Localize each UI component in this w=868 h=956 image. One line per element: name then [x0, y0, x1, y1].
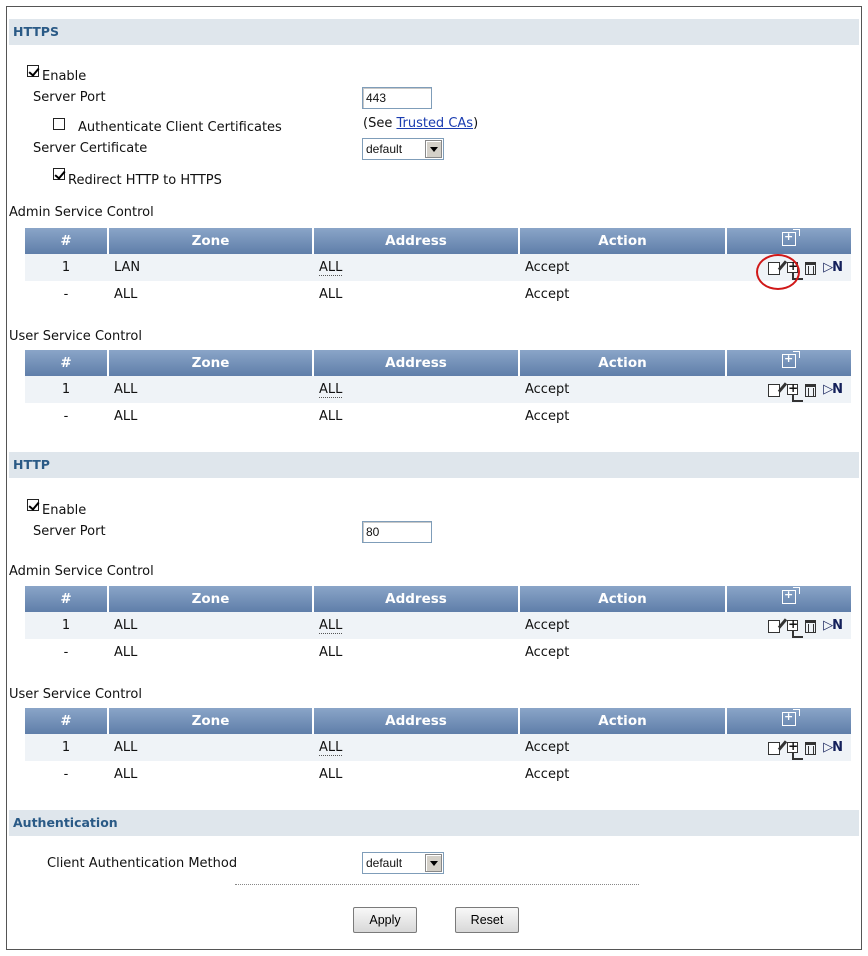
- http-admin-service-control-title: Admin Service Control: [9, 564, 154, 579]
- table-row: 1 ALL ALL Accept + ▷N: [25, 612, 851, 639]
- authenticate-client-certificates-label: Authenticate Client Certificates: [78, 120, 282, 135]
- client-authentication-method-select[interactable]: default: [362, 852, 444, 874]
- https-user-service-control-table: [25, 350, 851, 430]
- add-rule-header-button[interactable]: [726, 228, 851, 254]
- col-num-header: #: [25, 350, 108, 376]
- table-row: 1 ALL ALL Accept + ▷N: [25, 734, 851, 761]
- add-icon[interactable]: [782, 354, 796, 368]
- add-rule-header-button[interactable]: [726, 708, 851, 734]
- https-admin-service-control-table: [25, 228, 851, 308]
- https-section-header: HTTPS: [9, 19, 859, 45]
- http-enable-label: Enable: [42, 503, 87, 518]
- col-zone-header: Zone: [108, 228, 313, 254]
- col-action-header: Action: [519, 350, 726, 376]
- col-address-header: Address: [313, 586, 519, 612]
- col-address-header: Address: [313, 228, 519, 254]
- https-enable-checkbox[interactable]: [27, 65, 39, 77]
- edit-icon[interactable]: [768, 620, 780, 633]
- add-icon[interactable]: [787, 384, 798, 395]
- add-rule-header-button[interactable]: [726, 586, 851, 612]
- see-trusted-cas-text: (See Trusted CAs): [363, 116, 479, 131]
- client-authentication-method-label: Client Authentication Method: [47, 856, 238, 871]
- config-panel: [6, 6, 862, 950]
- edit-icon[interactable]: [768, 742, 780, 755]
- server-certificate-label: Server Certificate: [33, 141, 148, 156]
- move-icon[interactable]: ▷N: [823, 260, 842, 275]
- https-enable-label: Enable: [42, 69, 87, 84]
- http-server-port-label: Server Port: [33, 524, 106, 539]
- http-section-header: HTTP: [9, 452, 859, 478]
- http-admin-service-control-table: [25, 586, 851, 666]
- address-link[interactable]: ALL: [319, 260, 343, 275]
- divider: [235, 884, 639, 885]
- chevron-down-icon: [425, 140, 442, 158]
- add-rule-header-button[interactable]: [726, 350, 851, 376]
- col-action-header: Action: [519, 586, 726, 612]
- delete-icon[interactable]: [805, 262, 816, 275]
- http-enable-checkbox[interactable]: [27, 499, 39, 511]
- redirect-http-to-https-checkbox[interactable]: [53, 168, 65, 180]
- apply-button[interactable]: Apply: [353, 907, 417, 933]
- table-row: 1 LAN ALL Accept + ▷N: [25, 254, 851, 281]
- col-zone-header: Zone: [108, 708, 313, 734]
- col-zone-header: Zone: [108, 586, 313, 612]
- address-link[interactable]: ALL: [319, 740, 343, 755]
- col-action-header: Action: [519, 708, 726, 734]
- redirect-http-to-https-label: Redirect HTTP to HTTPS: [68, 173, 222, 188]
- move-icon[interactable]: ▷N: [823, 618, 842, 633]
- https-admin-service-control-title: Admin Service Control: [9, 205, 154, 220]
- https-user-service-control-title: User Service Control: [9, 329, 142, 344]
- chevron-down-icon: [425, 854, 442, 872]
- table-row: 1 ALL ALL Accept + ▷N: [25, 376, 851, 403]
- table-row: - ALL ALL Accept: [63, 287, 570, 302]
- move-icon[interactable]: ▷N: [823, 382, 842, 397]
- trusted-cas-link[interactable]: Trusted CAs: [396, 116, 474, 131]
- address-link[interactable]: ALL: [319, 382, 343, 397]
- table-row: - ALL ALL Accept: [63, 767, 570, 782]
- col-num-header: #: [25, 228, 108, 254]
- delete-icon[interactable]: [805, 742, 816, 755]
- https-server-port-label: Server Port: [33, 90, 106, 105]
- col-num-header: #: [25, 708, 108, 734]
- highlight-circle: [756, 254, 800, 290]
- add-icon[interactable]: [787, 742, 798, 753]
- col-address-header: Address: [313, 708, 519, 734]
- col-zone-header: Zone: [108, 350, 313, 376]
- server-certificate-select[interactable]: default: [362, 138, 444, 160]
- address-link[interactable]: ALL: [319, 618, 343, 633]
- http-user-service-control-title: User Service Control: [9, 687, 142, 702]
- add-icon[interactable]: [782, 590, 796, 604]
- add-icon[interactable]: [787, 620, 798, 631]
- reset-button[interactable]: Reset: [455, 907, 519, 933]
- col-address-header: Address: [313, 350, 519, 376]
- add-icon[interactable]: [782, 232, 796, 246]
- https-server-port-input[interactable]: 443: [362, 87, 432, 109]
- add-icon[interactable]: [782, 712, 796, 726]
- authentication-section-header: Authentication: [9, 810, 859, 836]
- http-user-service-control-table: [25, 708, 851, 788]
- table-row: - ALL ALL Accept: [63, 409, 570, 424]
- col-num-header: #: [25, 586, 108, 612]
- col-action-header: Action: [519, 228, 726, 254]
- edit-icon[interactable]: [768, 384, 780, 397]
- delete-icon[interactable]: [805, 620, 816, 633]
- http-server-port-input[interactable]: 80: [362, 521, 432, 543]
- table-row: - ALL ALL Accept: [63, 645, 570, 660]
- move-icon[interactable]: ▷N: [823, 740, 842, 755]
- authenticate-client-certificates-checkbox[interactable]: [53, 118, 65, 130]
- delete-icon[interactable]: [805, 384, 816, 397]
